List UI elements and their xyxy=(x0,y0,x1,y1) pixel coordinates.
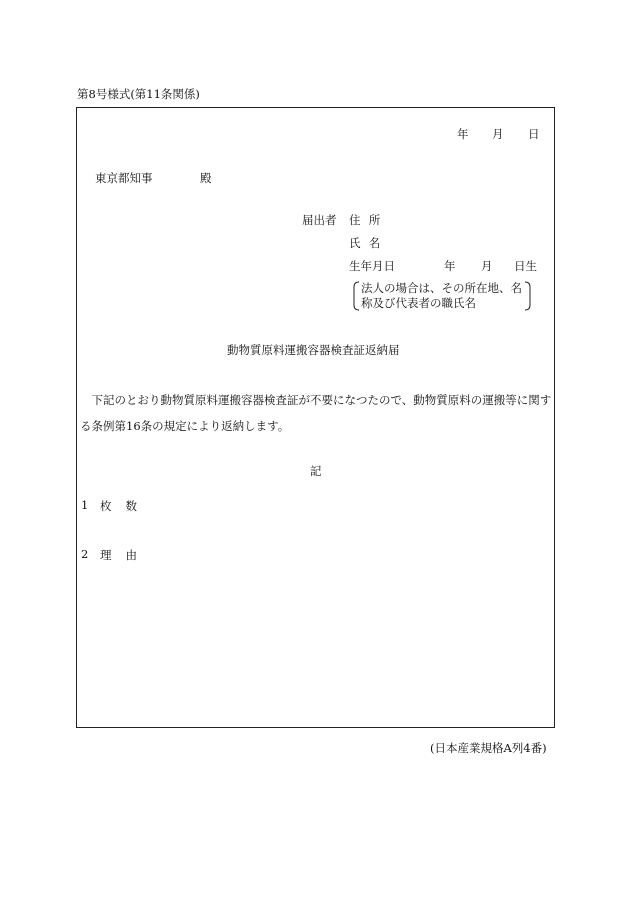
birthdate-label: 生年月日 xyxy=(349,259,395,273)
item2-label: 理 由 xyxy=(100,548,138,562)
item1-number: 1 xyxy=(81,498,89,512)
corporate-note xyxy=(352,281,532,311)
birth-year: 年 xyxy=(444,259,456,273)
ki-label: 記 xyxy=(310,464,322,478)
form-header: 第8号様式(第11条関係) xyxy=(77,87,200,101)
body-text: 下記のとおり動物質原料運搬容器検査証が不要になつたので、動物質原料の運搬等に関する条例第16条の規定により返納します。 xyxy=(80,393,552,433)
right-bracket-icon xyxy=(524,281,532,311)
left-bracket-icon xyxy=(352,281,360,311)
birth-day: 日生 xyxy=(514,259,537,273)
form-title: 動物質原料運搬容器検査証返納届 xyxy=(227,343,400,357)
birth-month: 月 xyxy=(481,259,493,273)
honorific: 殿 xyxy=(200,171,212,185)
addressee: 東京都知事 xyxy=(95,171,153,185)
name-label: 氏 名 xyxy=(349,236,381,250)
date-day: 日 xyxy=(528,127,540,141)
corporate-note-line1: 法人の場合は、その所在地、名 xyxy=(361,281,522,295)
notifier-label: 届出者 xyxy=(302,213,337,227)
date-year: 年 xyxy=(457,127,469,141)
item2-number: 2 xyxy=(81,547,89,561)
item1-label: 枚 数 xyxy=(100,499,138,513)
address-label: 住 所 xyxy=(349,213,381,227)
footer-note: (日本産業規格A列4番) xyxy=(430,741,547,755)
corporate-note-line2: 称及び代表者の職氏名 xyxy=(361,296,476,310)
date-month: 月 xyxy=(492,127,504,141)
